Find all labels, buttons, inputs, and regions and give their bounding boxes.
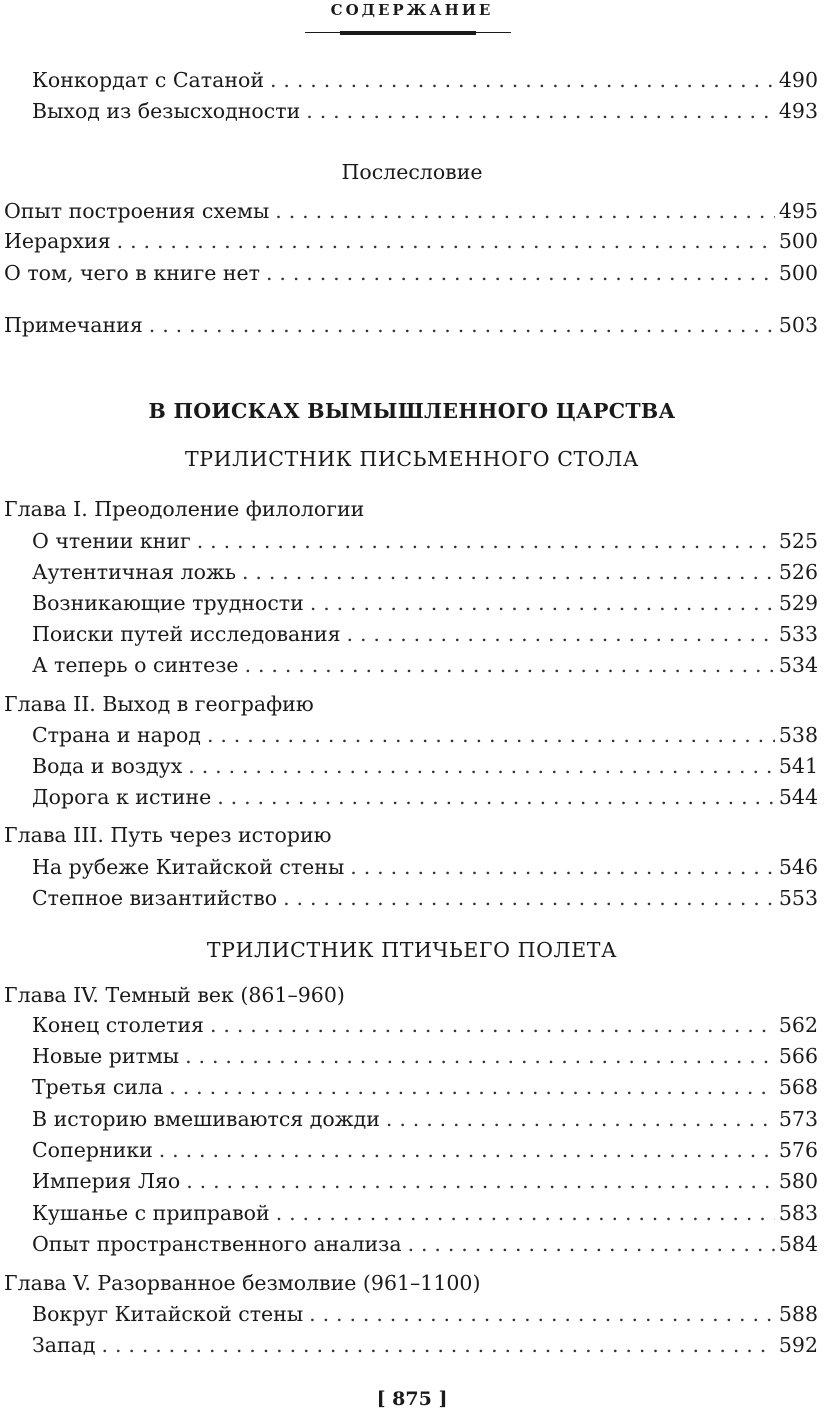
chapter-title[interactable]: Глава III. Путь через историю	[4, 823, 332, 847]
toc-entry-page: 546	[778, 855, 818, 879]
toc-entry[interactable]	[32, 1041, 818, 1071]
toc-leader-dots	[245, 650, 775, 680]
trefoil-heading: ТРИЛИСТНИК ПТИЧЬЕГО ПОЛЕТА	[206, 938, 618, 962]
toc-entry-title: В историю вмешиваются дожди	[32, 1107, 380, 1131]
toc-entry-title: А теперь о синтезе	[32, 653, 239, 677]
toc-entry-page: 525	[778, 529, 818, 553]
toc-leader-dots	[306, 96, 775, 126]
toc-entry-title: Поиски путей исследования	[32, 622, 341, 646]
toc-entry[interactable]	[32, 1299, 818, 1329]
toc-leader-dots	[275, 196, 775, 226]
toc-entry-title: Иерархия	[4, 229, 111, 253]
toc-entry[interactable]	[32, 1166, 818, 1196]
toc-entry-title: Опыт построения схемы	[4, 199, 270, 223]
toc-entry[interactable]	[32, 1229, 818, 1259]
running-head: СОДЕРЖАНИЕ	[330, 1, 494, 19]
chapter-title[interactable]: Глава I. Преодоление филологии	[4, 497, 365, 521]
toc-leader-dots	[276, 1198, 775, 1228]
toc-entry-title: Вокруг Китайской стены	[32, 1302, 304, 1326]
toc-entry-title: Вода и воздух	[32, 754, 183, 778]
toc-leader-dots	[207, 720, 775, 750]
toc-leader-dots	[283, 883, 775, 913]
toc-leader-dots	[408, 1229, 775, 1259]
toc-entry-page: 588	[778, 1302, 818, 1326]
chapter-title[interactable]: Глава V. Разорванное безмолвие (961–1100)	[4, 1271, 481, 1295]
toc-entry-title: Страна и народ	[32, 723, 201, 747]
toc-leader-dots	[309, 1299, 775, 1329]
toc-leader-dots	[169, 1072, 775, 1102]
toc-entry[interactable]	[4, 258, 818, 288]
toc-entry-title: Выход из безысходности	[32, 99, 301, 123]
toc-entry-notes[interactable]	[4, 310, 818, 340]
toc-entry-title: О том, чего в книге нет	[4, 261, 260, 285]
toc-entry-page: 580	[778, 1169, 818, 1193]
toc-entry[interactable]	[32, 650, 818, 680]
toc-entry[interactable]	[32, 883, 818, 913]
toc-leader-dots	[185, 1041, 775, 1071]
afterword-heading: Послесловие	[341, 160, 483, 184]
toc-entry-title: О чтении книг	[32, 529, 191, 553]
toc-entry[interactable]	[32, 526, 818, 556]
toc-entry-title: Примечания	[4, 313, 143, 337]
toc-entry-page: 500	[778, 229, 818, 253]
toc-entry-title: Новые ритмы	[32, 1044, 180, 1068]
toc-entry[interactable]	[32, 852, 818, 882]
toc-entry-page: 583	[778, 1201, 818, 1225]
toc-entry-page: 573	[778, 1107, 818, 1131]
running-head-rule-bar	[340, 31, 476, 35]
toc-entry-title: Степное византийство	[32, 886, 278, 910]
toc-entry-page: 592	[778, 1333, 818, 1357]
toc-leader-dots	[386, 1104, 775, 1134]
toc-leader-dots	[350, 852, 775, 882]
toc-entry-title: Запад	[32, 1333, 96, 1357]
toc-entry-page: 568	[778, 1075, 818, 1099]
toc-entry-title: Третья сила	[32, 1075, 164, 1099]
toc-entry-page: 538	[778, 723, 818, 747]
part-title: В ПОИСКАХ ВЫМЫШЛЕННОГО ЦАРСТВА	[148, 399, 676, 423]
toc-entry[interactable]	[32, 751, 818, 781]
toc-leader-dots	[159, 1135, 775, 1165]
toc-entry[interactable]	[32, 1072, 818, 1102]
toc-leader-dots	[102, 1330, 775, 1360]
chapter-title[interactable]: Глава IV. Темный век (861–960)	[4, 983, 345, 1007]
toc-leader-dots	[186, 1166, 775, 1196]
toc-entry[interactable]	[32, 619, 818, 649]
toc-entry-page: 495	[778, 199, 818, 223]
toc-entry[interactable]	[32, 1198, 818, 1228]
toc-entry-title: Империя Ляо	[32, 1169, 181, 1193]
toc-entry-page: 493	[778, 99, 818, 123]
toc-entry[interactable]	[4, 226, 818, 256]
toc-entry[interactable]	[32, 65, 818, 95]
toc-entry-title: Конец столетия	[32, 1013, 204, 1037]
trefoil-heading: ТРИЛИСТНИК ПИСЬМЕННОГО СТОЛА	[184, 447, 640, 471]
toc-entry-page: 490	[778, 68, 818, 92]
toc-leader-dots	[197, 526, 775, 556]
toc-entry[interactable]	[32, 1330, 818, 1360]
toc-leader-dots	[242, 557, 775, 587]
toc-entry[interactable]	[32, 1010, 818, 1040]
toc-entry[interactable]	[32, 96, 818, 126]
chapter-title[interactable]: Глава II. Выход в географию	[4, 692, 314, 716]
toc-entry-page: 503	[778, 313, 818, 337]
toc-entry-page: 529	[778, 591, 818, 615]
toc-leader-dots	[117, 226, 775, 256]
toc-entry-page: 526	[778, 560, 818, 584]
toc-entry-page: 544	[778, 785, 818, 809]
toc-entry-title: Соперники	[32, 1138, 153, 1162]
toc-entry-page: 566	[778, 1044, 818, 1068]
toc-entry-page: 541	[778, 754, 818, 778]
toc-entry[interactable]	[4, 196, 818, 226]
toc-leader-dots	[270, 65, 775, 95]
toc-entry-page: 562	[778, 1013, 818, 1037]
toc-entry-title: Возникающие трудности	[32, 591, 304, 615]
toc-entry-title: Опыт пространственного анализа	[32, 1232, 402, 1256]
toc-entry-page: 534	[778, 653, 818, 677]
toc-leader-dots	[188, 751, 775, 781]
toc-leader-dots	[266, 258, 775, 288]
toc-entry[interactable]	[32, 720, 818, 750]
toc-entry[interactable]	[32, 588, 818, 618]
toc-entry-title: Кушанье с приправой	[32, 1201, 270, 1225]
toc-entry-page: 576	[778, 1138, 818, 1162]
toc-entry-page: 500	[778, 261, 818, 285]
toc-entry-title: На рубеже Китайской стены	[32, 855, 345, 879]
page-number: [ 875 ]	[376, 1388, 448, 1410]
toc-entry[interactable]	[32, 782, 818, 812]
toc-leader-dots	[347, 619, 775, 649]
toc-leader-dots	[210, 1010, 775, 1040]
toc-entry-title: Аутентичная ложь	[32, 560, 236, 584]
toc-entry-page: 584	[778, 1232, 818, 1256]
toc-entry-title: Дорога к истине	[32, 785, 212, 809]
toc-entry-page: 553	[778, 886, 818, 910]
toc-entry[interactable]	[32, 1135, 818, 1165]
toc-entry[interactable]	[32, 557, 818, 587]
toc-entry[interactable]	[32, 1104, 818, 1134]
toc-entry-title: Конкордат с Сатаной	[32, 68, 264, 92]
toc-leader-dots	[217, 782, 775, 812]
toc-leader-dots	[310, 588, 775, 618]
toc-entry-page: 533	[778, 622, 818, 646]
toc-leader-dots	[149, 310, 775, 340]
